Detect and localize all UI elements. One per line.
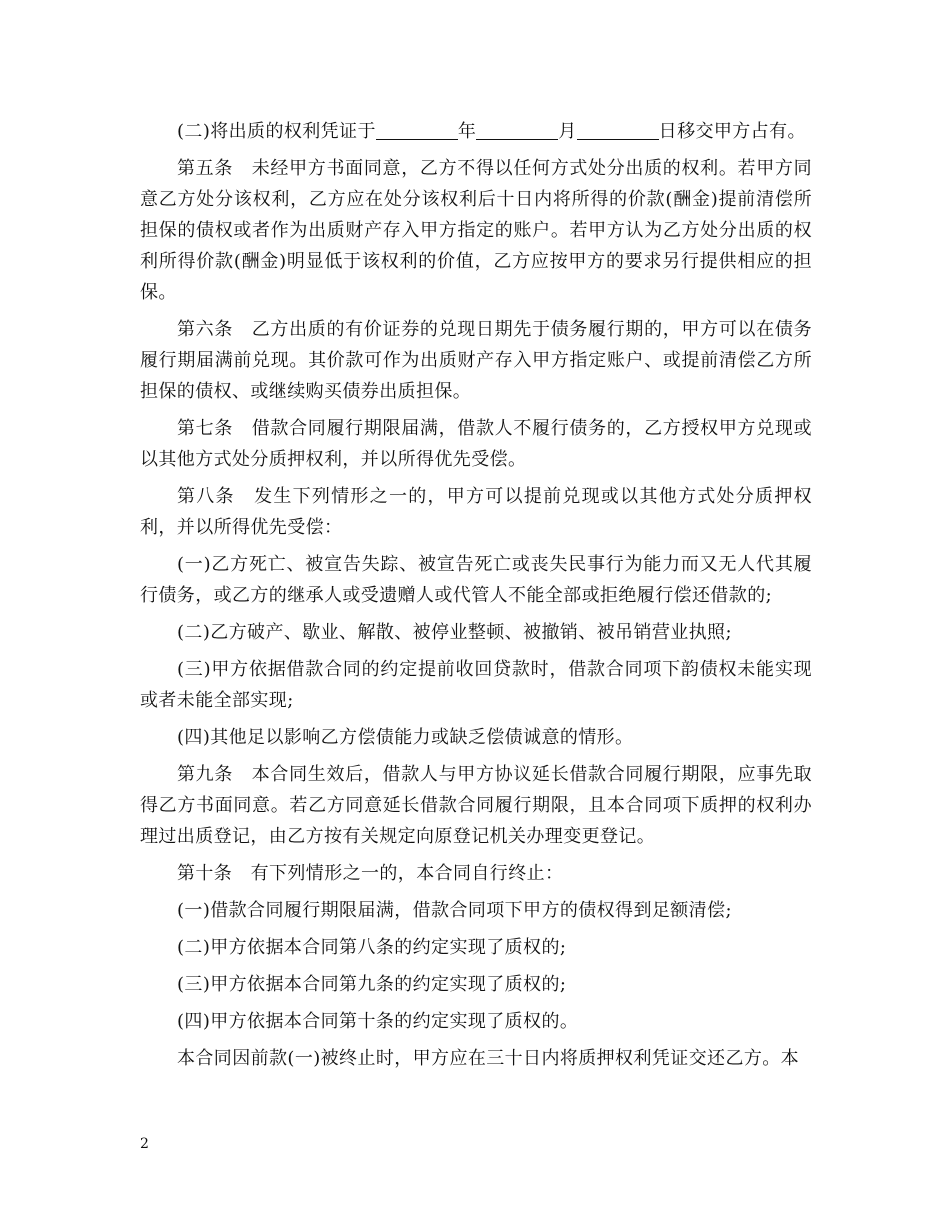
year-label: 年 (457, 121, 477, 142)
clause-4-item-2 (140, 116, 812, 147)
clause-10: 第十条 有下列情形之一的，本合同自行终止： (177, 863, 564, 884)
clause-6: 第六条 乙方出质的有价证券的兑现日期先于债务履行期的，甲方可以在债务履行期届满前兑现。其价款可作为出质财产存入甲方指定账户、或提前清偿乙方所担保的债权、或继续购买债券出质担保。 (140, 319, 812, 402)
month-label: 月 (558, 121, 577, 142)
clause-8: 第八条 发生下列情形之一的，甲方可以提前兑现或以其他方式处分质押权利，并以所得优先受偿： (140, 486, 812, 538)
day-blank (577, 121, 659, 140)
clause-5: 第五条 未经甲方书面同意，乙方不得以任何方式处分出质的权利。若甲方同意乙方处分该权利，乙方应在处分该权利后十日内将所得的价款(酬金)提前清偿所担保的债权或者作为出质财产存入甲方指定的账户。若甲方认为乙方处分出质的权利所得价款(酬金)明显低于该权利的价值，乙方应按甲方的要求另行提供相应的担保。 (140, 158, 812, 303)
clause-10-item-4: (四)甲方依据本合同第十条的约定实现了质权的。 (177, 1011, 579, 1032)
clause-4-item-2-prefix: (二)将出质的权利凭证于 (177, 121, 376, 142)
clause-10-item-3: (三)甲方依据本合同第九条的约定实现了质权的; (177, 974, 567, 995)
clause-10-item-2: (二)甲方依据本合同第八条的约定实现了质权的; (177, 937, 567, 958)
year-blank (376, 121, 458, 140)
clause-7: 第七条 借款合同履行期限届满，借款人不履行债务的，乙方授权甲方兑现或以其他方式处分质押权利，并以所得优先受偿。 (140, 418, 812, 470)
clause-8-item-1: (一)乙方死亡、被宣告失踪、被宣告死亡或丧失民事行为能力而又无人代其履行债务，或乙方的继承人或受遗赠人或代管人不能全部或拒绝履行偿还借款的; (140, 554, 812, 606)
clause-9: 第九条 本合同生效后，借款人与甲方协议延长借款合同履行期限，应事先取得乙方书面同意。若乙方同意延长借款合同履行期限，且本合同项下质押的权利办理过出质登记，由乙方按有关规定向原登记机关办理变更登记。 (140, 764, 812, 847)
termination-paragraph: 本合同因前款(一)被终止时，甲方应在三十日内将质押权利凭证交还乙方。本 (177, 1048, 800, 1069)
clause-8-item-4: (四)其他足以影响乙方偿债能力或缺乏偿债诚意的情形。 (177, 727, 634, 748)
month-blank (476, 121, 558, 140)
clause-10-item-1: (一)借款合同履行期限届满，借款合同项下甲方的债权得到足额清偿; (177, 900, 732, 921)
document-body (140, 116, 812, 1080)
clause-8-item-3: (三)甲方依据借款合同的约定提前收回贷款时，借款合同项下韵债权未能实现或者未能全部实现; (140, 659, 812, 711)
clause-4-item-2-suffix: 日移交甲方占有。 (658, 121, 806, 142)
page-number: 2 (140, 1136, 149, 1152)
clause-8-item-2: (二)乙方破产、歇业、解散、被停业整顿、被撤销、被吊销营业执照; (177, 622, 732, 643)
